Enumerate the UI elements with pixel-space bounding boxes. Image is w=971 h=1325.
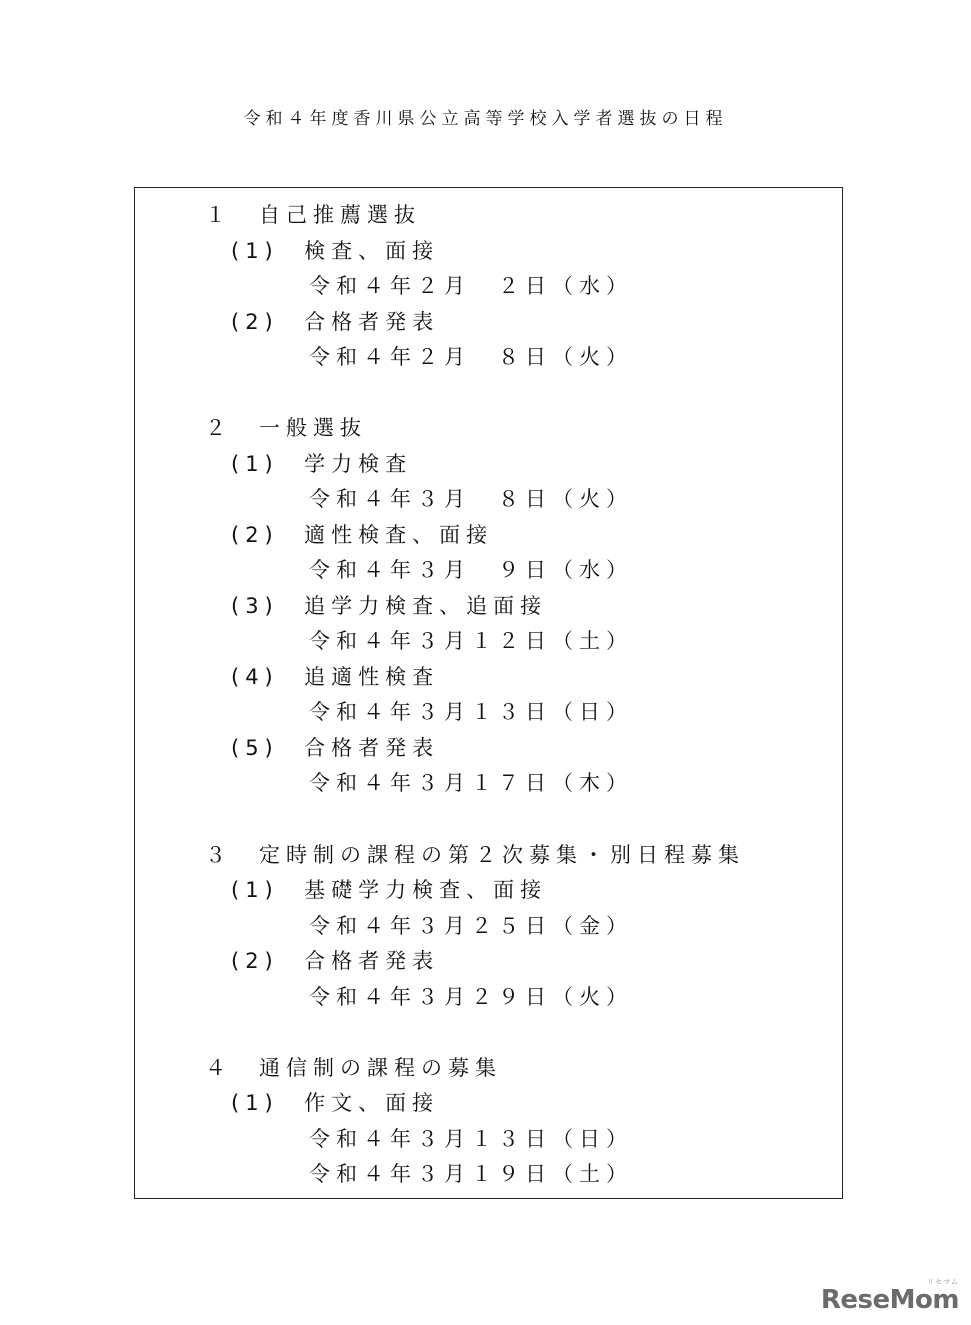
item-date: 令和４年３月２９日（火） (309, 985, 633, 1009)
item-date: 令和４年３月２５日（金） (309, 914, 633, 938)
resemom-logo (820, 1278, 959, 1315)
item-date: 令和４年３月１３日（日） (309, 1127, 633, 1151)
logo-kana: リセマム (927, 1278, 959, 1286)
document-title: 令和４年度香川県公立高等学校入学者選抜の日程 (243, 109, 728, 129)
item-label: (1) 検査、面接 (231, 239, 440, 263)
item-label: (4) 追適性検査 (231, 665, 440, 689)
item-date: 令和４年３月 ９日（水） (309, 558, 633, 582)
item-date: 令和４年２月 ２日（水） (309, 274, 633, 298)
item-label: (1) 作文、面接 (231, 1091, 440, 1115)
item-date: 令和４年３月 ８日（火） (309, 487, 633, 511)
item-date: 令和４年３月１２日（土） (309, 629, 633, 653)
item-date: 令和４年３月１３日（日） (309, 700, 633, 724)
item-label: (3) 追学力検査、追面接 (231, 594, 548, 618)
logo-text: ReseMom (820, 1285, 959, 1315)
schedule-box (134, 187, 843, 1199)
section-heading-2: ２ 一般選抜 (205, 416, 367, 440)
item-date: 令和４年３月１９日（土） (309, 1162, 633, 1186)
item-label: (2) 合格者発表 (231, 310, 440, 334)
item-label: (1) 基礎学力検査、面接 (231, 878, 548, 902)
section-heading-3: ３ 定時制の課程の第２次募集・別日程募集 (205, 843, 745, 867)
section-heading-4: ４ 通信制の課程の募集 (205, 1056, 502, 1080)
item-date: 令和４年３月１７日（木） (309, 771, 633, 795)
item-label: (1) 学力検査 (231, 452, 413, 476)
item-label: (2) 適性検査、面接 (231, 523, 494, 547)
item-label: (2) 合格者発表 (231, 949, 440, 973)
section-heading-1: １ 自己推薦選抜 (205, 203, 421, 227)
item-date: 令和４年２月 ８日（火） (309, 345, 633, 369)
item-label: (5) 合格者発表 (231, 736, 440, 760)
